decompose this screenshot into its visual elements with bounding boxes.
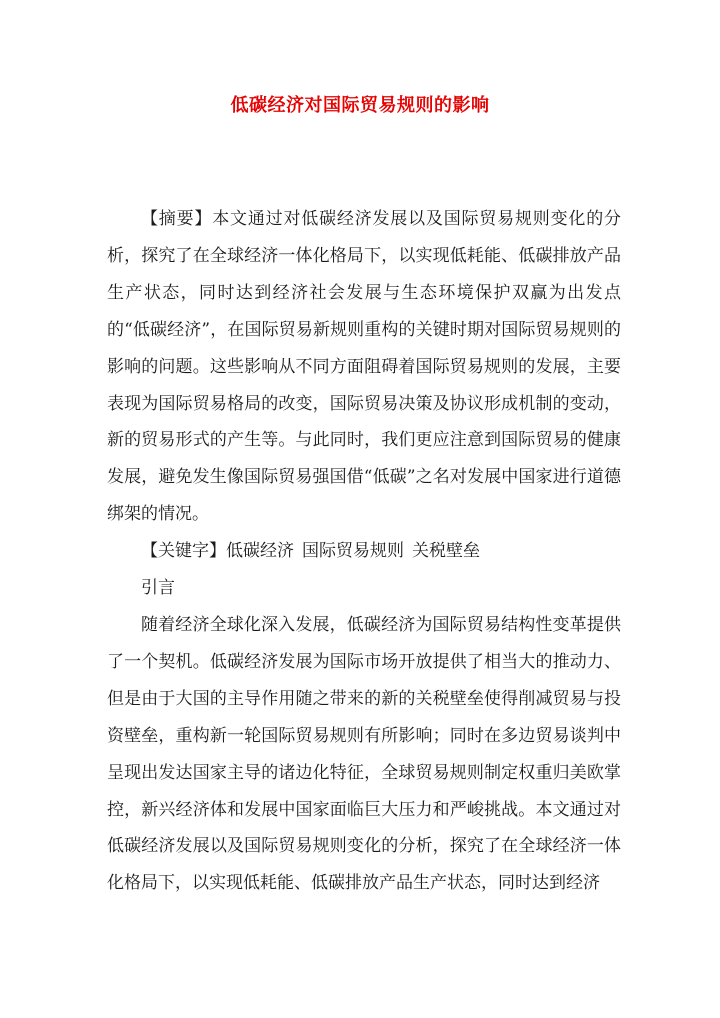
document-title: 低碳经济对国际贸易规则的影响: [230, 95, 490, 116]
intro-heading: 引言: [141, 578, 175, 599]
keywords-line: [107, 533, 621, 570]
abstract-paragraph: 【摘要】本文通过对低碳经济发展以及国际贸易规则变化的分析，探究了在全球经济一体化格局下，以实现低耗能、低碳排放产品生产状态，同时达到经济社会发展与生态环境保护双赢为出发点的“低碳经济”，在国际贸易新规则重构的关键时期对国际贸易规则的影响的问题。这些影响从不同方面阻碍着国际贸易规则的发展，主要表现为国际贸易格局的改变，国际贸易决策及协议形成机制的变动，新的贸易形式的产生等。与此同时，我们更应注意到国际贸易的健康发展，避免发生像国际贸易强国借“低碳”之名对发展中国家进行道德绑架的情况。: [107, 209, 621, 525]
keyword-item: 国际贸易规则: [302, 541, 404, 562]
intro-paragraph: 随着经济全球化深入发展，低碳经济为国际贸易结构性变革提供了一个契机。低碳经济发展为国际市场开放提供了相当大的推动力、但是由于大国的主导作用随之带来的新的关税壁垒使得削减贸易与投资壁垒，重构新一轮国际贸易规则有所影响；同时在多边贸易谈判中呈现出发达国家主导的诸边化特征，全球贸易规则制定权重归美欧掌控，新兴经济体和发展中国家面临巨大压力和严峻挑战。本文通过对低碳经济发展以及国际贸易规则变化的分析，探究了在全球经济一体化格局下，以实现低耗能、低碳排放产品生产状态，同时达到经济: [107, 614, 621, 894]
document-body: [107, 201, 621, 902]
keywords-label: 【关键字】: [141, 541, 226, 562]
keyword-item: 低碳经济: [226, 541, 294, 562]
keyword-item: 关税壁垒: [412, 541, 480, 562]
